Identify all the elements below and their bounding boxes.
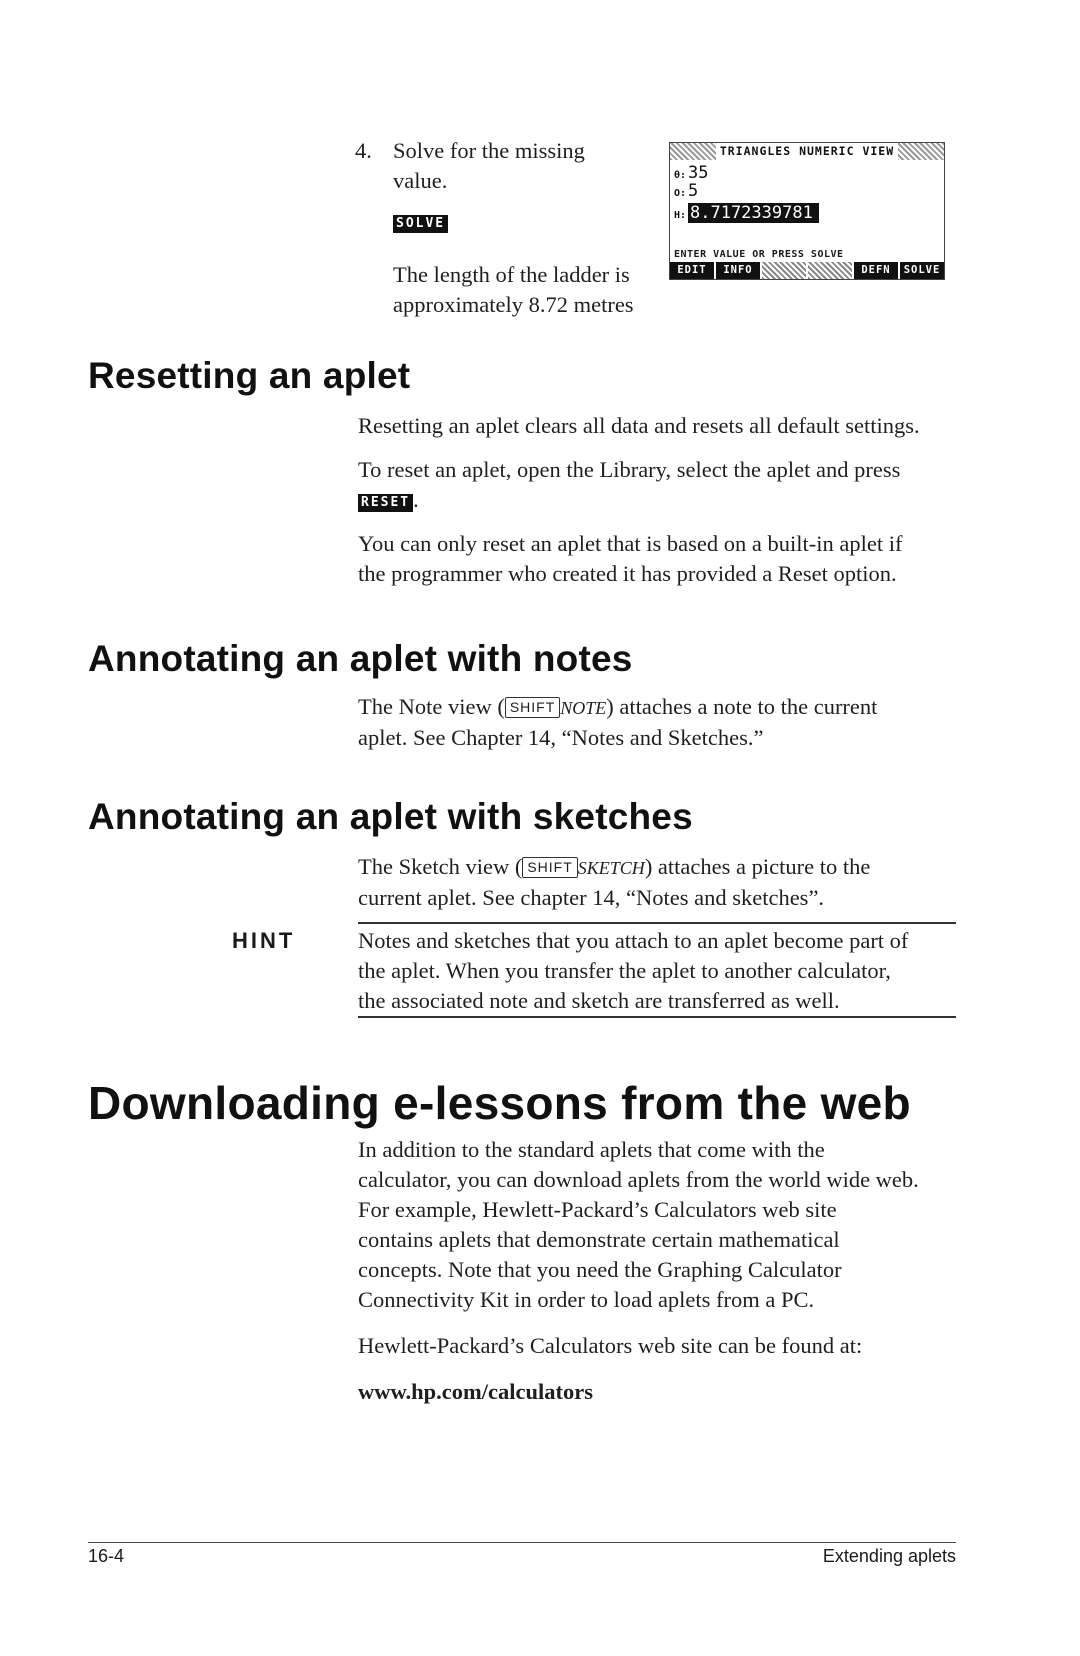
notes-l1-post: ) attaches a note to the current (606, 694, 878, 719)
screen-title: TRIANGLES NUMERIC VIEW (716, 143, 898, 160)
download-p1-line: contains aplets that demonstrate certain mathematical (358, 1227, 840, 1252)
footer-section-title: Extending aplets (822, 1546, 956, 1566)
footer-rule (88, 1542, 956, 1543)
download-url: www.hp.com/calculators (358, 1379, 593, 1404)
sketches-l1-post: ) attaches a picture to the (644, 854, 871, 879)
sketches-l2: current aplet. See chapter 14, “Notes and sketches”. (358, 885, 825, 910)
download-p1-line: concepts. Note that you need the Graphing Calculator (358, 1257, 842, 1282)
menu-solve: SOLVE (900, 262, 944, 279)
sketches-l1-pre: The Sketch view ( (358, 854, 523, 879)
notes-l1-italic: NOTE (560, 698, 607, 718)
hint-l3: the associated note and sketch are transferred as well. (358, 988, 840, 1013)
notes-l1-pre: The Note view ( (358, 694, 505, 719)
menu-info: INFO (716, 262, 760, 279)
row-value: 5 (688, 181, 699, 201)
shift-key: SHIFT (505, 697, 560, 718)
menu-defn: DEFN (854, 262, 898, 279)
sketches-body (358, 852, 958, 913)
screen-title-bar (670, 143, 944, 160)
step-number: 4. (355, 138, 372, 163)
download-p1 (358, 1135, 958, 1315)
download-p1-line: For example, Hewlett-Packard’s Calculators web site (358, 1197, 837, 1222)
menu-edit: EDIT (670, 262, 714, 279)
screen-row-theta (674, 163, 708, 183)
step-text (393, 136, 634, 320)
hint-l2: the aplet. When you transfer the aplet to another calculator, (358, 958, 891, 983)
download-body (358, 1135, 958, 1407)
result-line-1: The length of the ladder is (393, 262, 630, 287)
menu-blank (762, 262, 806, 279)
resetting-p2 (358, 455, 958, 515)
row-label: O: (674, 188, 687, 199)
hint-body (358, 926, 958, 1016)
menu-blank (808, 262, 852, 279)
result-line-2: approximately 8.72 metres (393, 292, 634, 317)
shift-key: SHIFT (522, 857, 577, 878)
sketches-l1-italic: SKETCH (577, 858, 645, 878)
notes-body (358, 692, 958, 753)
heading-notes: Annotating an aplet with notes (88, 638, 633, 679)
screen-row-opposite (674, 181, 698, 201)
screen-row-hypotenuse (674, 203, 930, 223)
heading-downloading: Downloading e-lessons from the web (88, 1077, 911, 1129)
notes-l2: aplet. See Chapter 14, “Notes and Sketches.” (358, 725, 764, 750)
screen-message: ENTER VALUE OR PRESS SOLVE (674, 249, 844, 260)
heading-sketches: Annotating an aplet with sketches (88, 796, 693, 837)
hint-l1: Notes and sketches that you attach to an aplet become part of (358, 928, 909, 953)
resetting-p2-line: To reset an aplet, open the Library, select the aplet and press (358, 457, 901, 482)
download-p1-line: Connectivity Kit in order to load aplets from a PC. (358, 1287, 815, 1312)
footer-page-number: 16-4 (88, 1546, 125, 1566)
calculator-screen (669, 142, 945, 280)
row-label: H: (674, 210, 687, 221)
hint-bottom-rule (358, 1016, 956, 1018)
hint-label: HINT (232, 928, 296, 953)
solve-key: SOLVE (393, 215, 448, 233)
row-value-highlighted: 8.7172339781 (688, 203, 819, 223)
resetting-body (358, 411, 958, 589)
resetting-p3-line: You can only reset an aplet that is based on a built-in aplet if (358, 531, 903, 556)
row-value: 35 (688, 163, 709, 183)
resetting-p3 (358, 529, 958, 589)
resetting-p2-end: . (413, 487, 419, 512)
screen-menu-bar (670, 262, 944, 279)
resetting-p3-line: the programmer who created it has provided a Reset option. (358, 561, 897, 586)
hint-top-rule (358, 922, 956, 924)
download-p1-line: calculator, you can download aplets from the world wide web. (358, 1167, 919, 1192)
heading-resetting: Resetting an aplet (88, 355, 411, 396)
step-line-1: Solve for the missing (393, 138, 585, 163)
reset-key: RESET (358, 494, 413, 512)
step-line-2: value. (393, 168, 448, 193)
row-label: θ: (674, 170, 687, 181)
download-p2: Hewlett-Packard’s Calculators web site can be found at: (358, 1333, 863, 1358)
resetting-p1: Resetting an aplet clears all data and resets all default settings. (358, 413, 920, 438)
download-p1-line: In addition to the standard aplets that come with the (358, 1137, 825, 1162)
